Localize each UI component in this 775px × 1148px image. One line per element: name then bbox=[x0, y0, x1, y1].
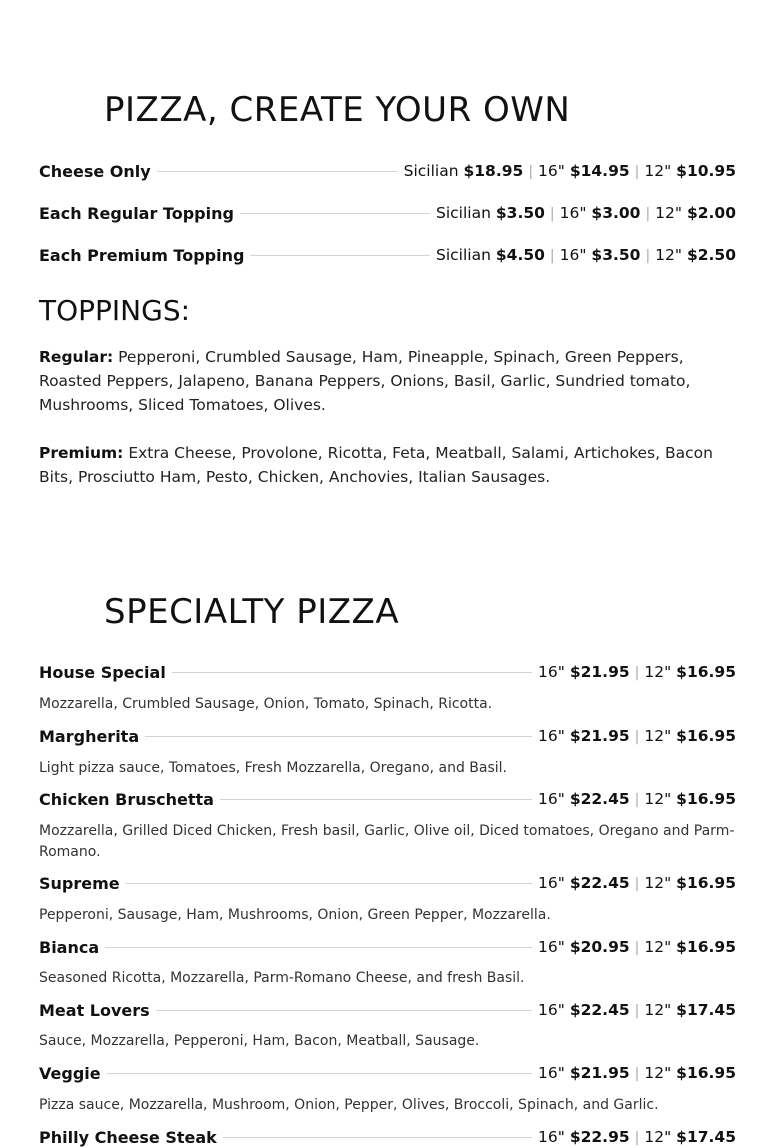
item-name: Supreme bbox=[39, 873, 120, 893]
size-label: 12" bbox=[655, 246, 683, 264]
price: $17.45 bbox=[676, 1001, 736, 1019]
price: $3.50 bbox=[591, 246, 641, 264]
size-label: Sicilian bbox=[403, 162, 459, 180]
size-label: 16" bbox=[538, 727, 565, 745]
price-group bbox=[538, 727, 736, 745]
size-label: 12" bbox=[644, 162, 672, 180]
price-group bbox=[436, 246, 736, 264]
price: $3.00 bbox=[591, 204, 641, 222]
price-separator: | bbox=[634, 1130, 640, 1146]
size-label: Sicilian bbox=[436, 204, 491, 222]
regular-toppings-label: Regular: bbox=[39, 348, 114, 366]
price: $21.95 bbox=[569, 1064, 630, 1082]
price-separator: | bbox=[549, 248, 555, 264]
size-label: 12" bbox=[644, 663, 672, 681]
dotted-leader bbox=[145, 736, 532, 737]
specialty-pizza-title: SPECIALTY PIZZA bbox=[104, 592, 400, 632]
item-name: Margherita bbox=[39, 726, 140, 746]
menu-row-bianca bbox=[39, 936, 736, 958]
price-separator: | bbox=[634, 1003, 640, 1019]
dotted-leader bbox=[157, 171, 398, 172]
menu-row-regular-topping bbox=[39, 202, 736, 224]
price: $22.45 bbox=[569, 874, 630, 892]
dotted-leader bbox=[172, 672, 532, 673]
dotted-leader bbox=[105, 947, 532, 948]
price-separator: | bbox=[549, 206, 555, 222]
price: $21.95 bbox=[569, 727, 630, 745]
size-label: 16" bbox=[538, 1128, 565, 1146]
price-group bbox=[538, 1128, 736, 1146]
size-label: 12" bbox=[655, 204, 683, 222]
size-label: 12" bbox=[644, 1128, 672, 1146]
price: $10.95 bbox=[676, 162, 736, 180]
size-label: 16" bbox=[559, 246, 587, 264]
toppings-title: TOPPINGS: bbox=[39, 294, 191, 327]
price-separator: | bbox=[634, 876, 640, 892]
menu-row-premium-topping bbox=[39, 244, 736, 266]
menu-row-cheese-only bbox=[39, 160, 736, 182]
menu-row-philly-cheese-steak bbox=[39, 1126, 736, 1148]
regular-toppings-list: Pepperoni, Crumbled Sausage, Ham, Pineapple, Spinach, Green Peppers, Roasted Peppers, Jalapeno, Banana Peppers, Onions, Basil, Garlic, Sundried tomato, Mushrooms, Sliced Tomatoes, Olives. bbox=[39, 348, 691, 414]
dotted-leader bbox=[250, 255, 430, 256]
price-group bbox=[538, 790, 736, 808]
menu-row-supreme bbox=[39, 872, 736, 894]
price-separator: | bbox=[528, 164, 534, 180]
dotted-leader bbox=[126, 883, 532, 884]
size-label: 12" bbox=[644, 938, 672, 956]
price: $2.00 bbox=[686, 204, 736, 222]
price-separator: | bbox=[634, 1066, 640, 1082]
price-group bbox=[538, 1064, 736, 1082]
size-label: 16" bbox=[538, 790, 565, 808]
premium-toppings-paragraph bbox=[39, 441, 729, 489]
create-your-own-title: PIZZA, CREATE YOUR OWN bbox=[104, 90, 571, 130]
price: $21.95 bbox=[569, 663, 630, 681]
size-label: 16" bbox=[538, 938, 565, 956]
menu-row-meat-lovers bbox=[39, 999, 736, 1021]
menu-row-house-special bbox=[39, 661, 736, 683]
item-name: Meat Lovers bbox=[39, 1000, 150, 1020]
item-description: Mozzarella, Crumbled Sausage, Onion, Tomato, Spinach, Ricotta. bbox=[39, 696, 493, 712]
price: $16.95 bbox=[676, 874, 736, 892]
price: $16.95 bbox=[676, 1064, 736, 1082]
menu-row-chicken-bruschetta bbox=[39, 788, 736, 810]
dotted-leader bbox=[156, 1010, 532, 1011]
premium-toppings-list: Extra Cheese, Provolone, Ricotta, Feta, Meatball, Salami, Artichokes, Bacon Bits, Prosciutto Ham, Pesto, Chicken, Anchovies, Italian Sausages. bbox=[39, 444, 713, 486]
price: $16.95 bbox=[676, 790, 736, 808]
price-group bbox=[436, 204, 736, 222]
item-description: Pepperoni, Sausage, Ham, Mushrooms, Onion, Green Pepper, Mozzarella. bbox=[39, 907, 551, 923]
size-label: 16" bbox=[538, 663, 565, 681]
price-separator: | bbox=[634, 940, 640, 956]
size-label: 12" bbox=[644, 1064, 672, 1082]
dotted-leader bbox=[220, 799, 532, 800]
price-group bbox=[538, 663, 736, 681]
premium-toppings-label: Premium: bbox=[39, 444, 124, 462]
size-label: 16" bbox=[538, 1001, 565, 1019]
price-separator: | bbox=[645, 206, 651, 222]
size-label: 12" bbox=[644, 790, 672, 808]
item-description: Pizza sauce, Mozzarella, Mushroom, Onion, Pepper, Olives, Broccoli, Spinach, and Garlic. bbox=[39, 1097, 659, 1113]
size-label: 16" bbox=[538, 874, 565, 892]
size-label: 12" bbox=[644, 727, 672, 745]
size-label: Sicilian bbox=[436, 246, 491, 264]
price: $14.95 bbox=[569, 162, 630, 180]
item-name: Chicken Bruschetta bbox=[39, 789, 214, 809]
item-description: Seasoned Ricotta, Mozzarella, Parm-Romano Cheese, and fresh Basil. bbox=[39, 970, 525, 986]
price-group bbox=[538, 1001, 736, 1019]
price: $16.95 bbox=[676, 727, 736, 745]
price: $17.45 bbox=[676, 1128, 736, 1146]
item-name: Each Premium Topping bbox=[39, 245, 245, 265]
price-group bbox=[404, 162, 736, 180]
price-separator: | bbox=[634, 164, 640, 180]
item-description: Sauce, Mozzarella, Pepperoni, Ham, Bacon, Meatball, Sausage. bbox=[39, 1033, 480, 1049]
price: $22.45 bbox=[569, 1001, 630, 1019]
size-label: 12" bbox=[644, 1001, 672, 1019]
price: $22.95 bbox=[569, 1128, 630, 1146]
price: $2.50 bbox=[686, 246, 736, 264]
price: $4.50 bbox=[495, 246, 545, 264]
dotted-leader bbox=[240, 213, 430, 214]
item-name: Each Regular Topping bbox=[39, 203, 234, 223]
size-label: 16" bbox=[538, 162, 565, 180]
size-label: 16" bbox=[559, 204, 587, 222]
price: $20.95 bbox=[569, 938, 630, 956]
price: $22.45 bbox=[569, 790, 630, 808]
size-label: 16" bbox=[538, 1064, 565, 1082]
price-separator: | bbox=[645, 248, 651, 264]
item-description: Mozzarella, Grilled Diced Chicken, Fresh basil, Garlic, Olive oil, Diced tomatoes, Oregano and Parm-Romano. bbox=[39, 823, 735, 860]
menu-row-veggie bbox=[39, 1062, 736, 1084]
price: $18.95 bbox=[463, 162, 524, 180]
price-group bbox=[538, 874, 736, 892]
price-separator: | bbox=[634, 729, 640, 745]
item-name: Cheese Only bbox=[39, 161, 151, 181]
price: $3.50 bbox=[495, 204, 545, 222]
price-separator: | bbox=[634, 665, 640, 681]
item-name: Veggie bbox=[39, 1063, 101, 1083]
price-separator: | bbox=[634, 792, 640, 808]
price-group bbox=[538, 938, 736, 956]
menu-row-margherita bbox=[39, 725, 736, 747]
item-description: Light pizza sauce, Tomatoes, Fresh Mozzarella, Oregano, and Basil. bbox=[39, 760, 508, 776]
price: $16.95 bbox=[676, 663, 736, 681]
item-name: Philly Cheese Steak bbox=[39, 1127, 217, 1147]
regular-toppings-paragraph bbox=[39, 345, 729, 417]
dotted-leader bbox=[223, 1137, 532, 1138]
dotted-leader bbox=[107, 1073, 532, 1074]
price: $16.95 bbox=[676, 938, 736, 956]
item-name: House Special bbox=[39, 662, 166, 682]
size-label: 12" bbox=[644, 874, 672, 892]
item-name: Bianca bbox=[39, 937, 100, 957]
